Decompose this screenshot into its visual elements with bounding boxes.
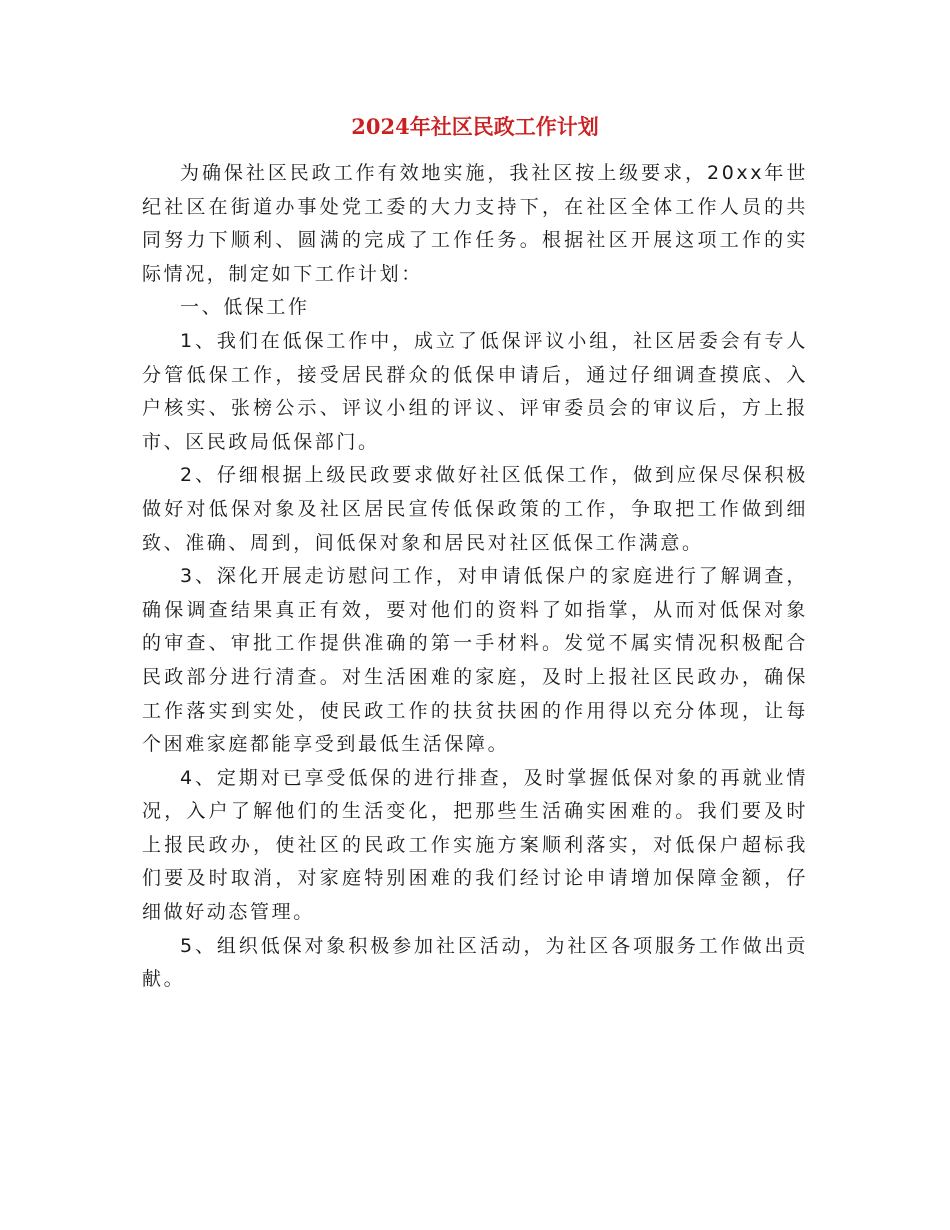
item-2-paragraph: 2、仔细根据上级民政要求做好社区低保工作，做到应保尽保积极做好对低保对象及社区居民宣传低保政策的工作，争取把工作做到细致、准确、周到，间低保对象和居民对社区低保工作满意。 [142,464,808,554]
document-title: 2024年社区民政工作计划 [351,114,599,139]
intro-paragraph: 为确保社区民政工作有效地实施，我社区按上级要求，20xx年世纪社区在街道办事处党工委的大力支持下，在社区全体工作人员的共同努力下顺利、圆满的完成了工作任务。根据社区开展这项工作的实际情况，制定如下工作计划： [142,162,808,285]
item-4-paragraph: 4、定期对已享受低保的进行排查，及时掌握低保对象的再就业情况，入户了解他们的生活变化，把那些生活确实困难的。我们要及时上报民政办，使社区的民政工作实施方案顺利落实，对低保户超标我们要及时取消，对家庭特别困难的我们经讨论申请增加保障金额，仔细做好动态管理。 [142,766,808,924]
item-5-paragraph: 5、组织低保对象积极参加社区活动，为社区各项服务工作做出贡献。 [142,934,808,991]
item-3-paragraph: 3、深化开展走访慰问工作，对申请低保户的家庭进行了解调查，确保调查结果真正有效，要对他们的资料了如指掌，从而对低保对象的审查、审批工作提供准确的第一手材料。发觉不属实情况积极配合民政部分进行清查。对生活困难的家庭，及时上报社区民政办，确保工作落实到实处，使民政工作的扶贫扶困的作用得以充分体现，让每个困难家庭都能享受到最低生活保障。 [142,565,808,756]
document-body [142,157,808,997]
item-1-paragraph: 1、我们在低保工作中，成立了低保评议小组，社区居委会有专人分管低保工作，接受居民群众的低保申请后，通过仔细调查摸底、入户核实、张榜公示、评议小组的评议、评审委员会的审议后，方上报市、区民政局低保部门。 [142,329,808,453]
section-heading-low-income: 一、低保工作 [180,296,310,319]
